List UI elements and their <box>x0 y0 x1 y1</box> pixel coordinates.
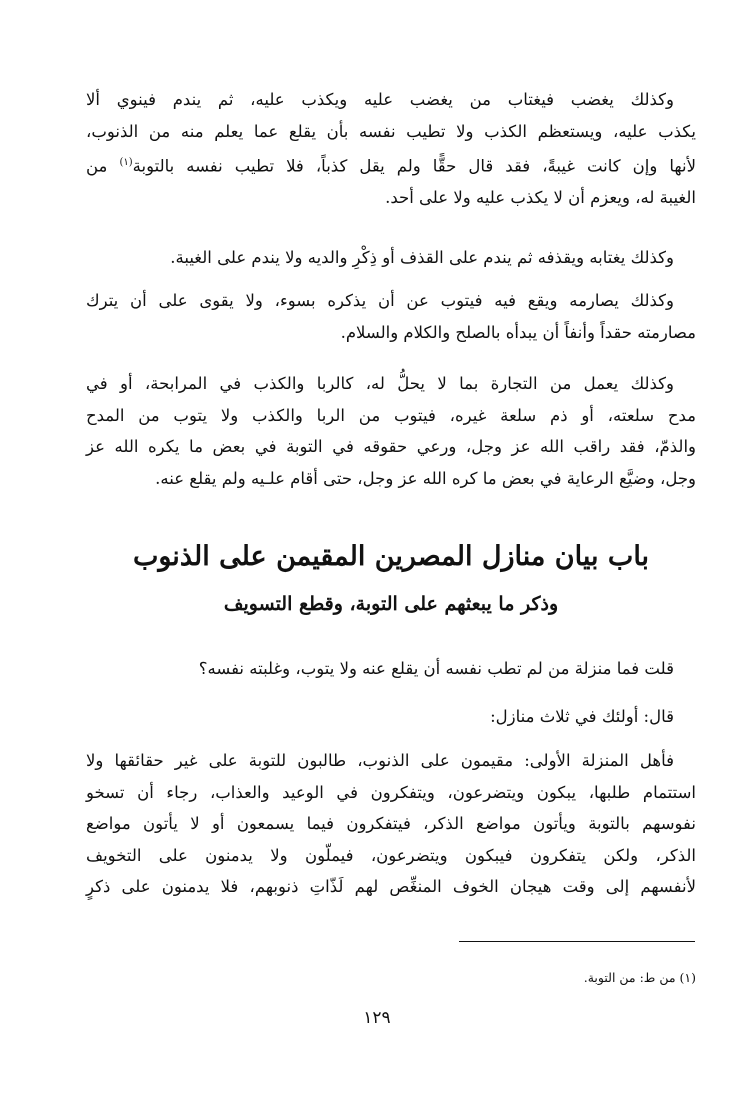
question-paragraph <box>86 653 696 685</box>
text-line: استتمام طلبها، يبكون ويتضرعون، ويتفكرون في الوعيد والعذاب، رجاء أن تسخو <box>86 782 696 802</box>
text-line: وجل، وضيَّع الرعاية في بعض ما كره الله عز وجل، حتى أقام علـيه ولم يقلع عنه. <box>155 468 696 488</box>
footnote: (١) من ط: من التوبة. <box>583 970 696 985</box>
text-line: والذمّ، فقد راقب الله عز وجل، ورعي حقوقه في التوبة في بعض ما يكره الله عز <box>86 437 696 456</box>
chapter-subheading: وذكر ما يبعثهم على التوبة، وقطع التسويف <box>223 593 559 615</box>
text-line: قلت فما منزلة من لم تطب نفسه أن يقلع عنه ولا يتوب، وغلبته نفسه؟ <box>198 659 674 678</box>
text-line: قال: أولئك في ثلاث منازل: <box>490 707 674 726</box>
text-line: نفوسهم بالتوبة ويأتون مواضع الذكر، فيتفكرون فيما يسمعون أو لا يأتون مواضع <box>86 814 696 833</box>
footnote-divider <box>459 941 695 942</box>
page-number: ١٢٩ <box>363 1008 391 1028</box>
text-line: يكذب عليه، ويستعظم الكذب ولا تطيب نفسه بأن يقلع عما يعلم منه من الذنوب، <box>86 121 696 141</box>
paragraph-trade <box>86 368 696 494</box>
text-line: وكذلك يغضب فيغتاب من يغضب عليه ويكذب عليه، ثم يندم فينوي ألا <box>86 90 674 109</box>
text-line: مصارمته حقداً وأنفاً أن يبدأه بالصلح والكلام والسلام. <box>340 322 696 342</box>
footnote-marker: (١) <box>119 157 133 168</box>
paragraph-slander <box>86 242 696 274</box>
text-segment: من <box>86 156 108 176</box>
text-line: لأنفسهم إلى وقت هيجان الخوف المنغِّص لهم لَذّاتِ ذنوبهم، فلا يدمنون على ذكرٍ <box>86 877 696 896</box>
text-line: مدح سلعته، أو ذم سلعة غيره، فيتوب من الربا والكذب ولا يتوب من المدح <box>86 405 696 425</box>
text-line-with-footnote <box>86 147 696 182</box>
text-line: فأهل المنزلة الأولى: مقيمون على الذنوب، طالبون للتوبة على غير حقائقها ولا <box>86 751 674 770</box>
text-segment: لأنها وإن كانت غيبةً، فقد قال حقًّا ولم يقل كذباً، فلا تطيب نفسه بالتوبة <box>132 156 696 176</box>
text-line: الذكر، ولكن يتفكرون فيبكون ويتضرعون، فيملّون ولا يدمنون على التخويف <box>86 845 696 865</box>
text-line: وكذلك يغتابه ويقذفه ثم يندم على القذف أو ذِكْرِ والديه ولا يندم على الغيبة. <box>170 248 674 267</box>
chapter-heading: باب بيان منازل المصرين المقيمن على الذنوب <box>132 541 650 572</box>
paragraph-estrangement <box>86 285 696 348</box>
answer-paragraph <box>86 701 696 733</box>
text-line: وكذلك يصارمه ويقع فيه فيتوب عن أن يذكره بسوء، ولا يقوى على أن يترك <box>86 291 674 310</box>
text-line: وكذلك يعمل من التجارة بما لا يحلُّ له، كالربا والكذب في المرابحة، أو في <box>86 374 674 393</box>
text-line: الغيبة له، ويعزم أن لا يكذب عليه ولا على أحد. <box>385 188 696 207</box>
paragraph-anger-backbiting <box>86 84 696 214</box>
paragraph-first-station <box>86 745 696 903</box>
